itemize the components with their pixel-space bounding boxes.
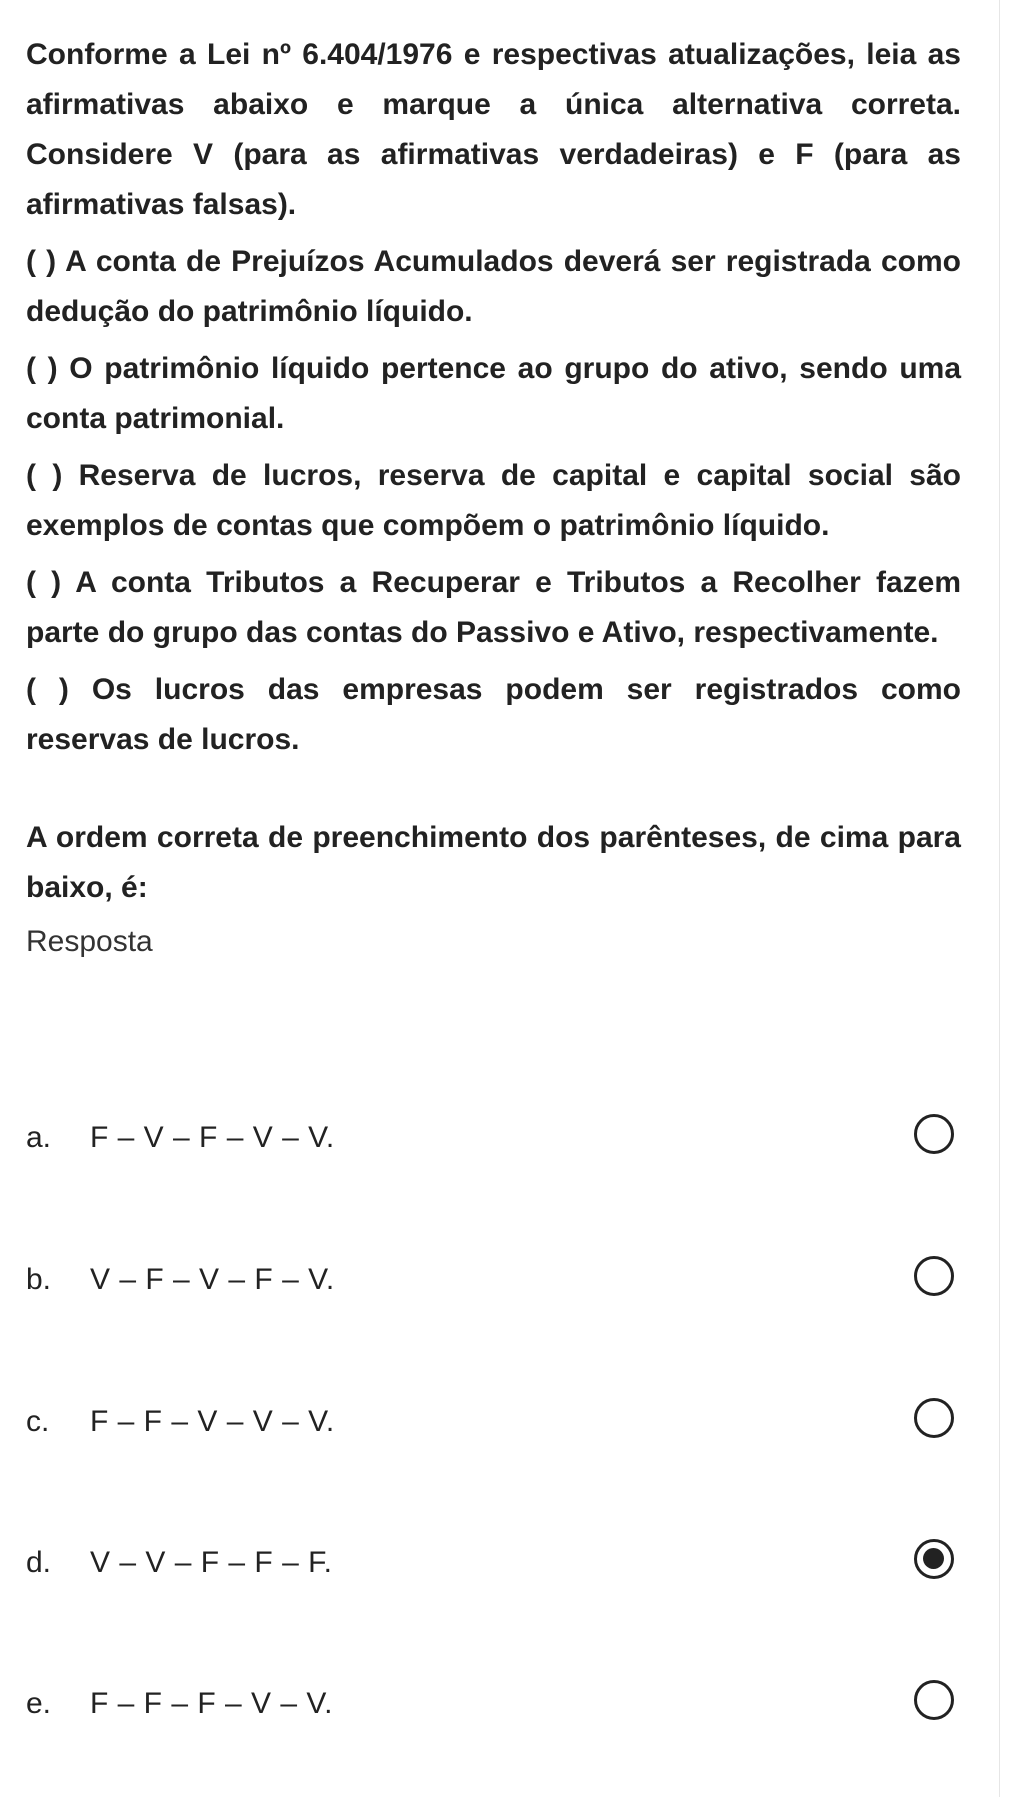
option-text: F – V – F – V – V. — [90, 1121, 335, 1154]
radio-button[interactable] — [914, 1398, 954, 1438]
option-text: F – F – V – V – V. — [90, 1405, 335, 1438]
radio-button[interactable] — [914, 1680, 954, 1720]
statement-3: ( ) Reserva de lucros, reserva de capital e capital social são exemplos de contas que compõem o patrimônio líquido. — [26, 459, 961, 542]
option-c[interactable] — [26, 1382, 966, 1462]
option-letter: d. — [26, 1546, 52, 1579]
radio-button[interactable] — [914, 1114, 954, 1154]
radio-button[interactable] — [914, 1256, 954, 1296]
statement-1: ( ) A conta de Prejuízos Acumulados deverá ser registrada como dedução do patrimônio líquido. — [26, 245, 961, 328]
option-letter: e. — [26, 1687, 52, 1720]
option-letter: c. — [26, 1405, 50, 1438]
option-text: V – F – V – F – V. — [90, 1263, 335, 1296]
question-intro: Conforme a Lei nº 6.404/1976 e respectivas atualizações, leia as afirmativas abaixo e marque a única alternativa correta. Considere V (para as afirmativas verdadeiras) e F (para as afirmativas falsas). — [26, 38, 961, 221]
question-body — [26, 30, 961, 964]
question-prompt: A ordem correta de preenchimento dos parênteses, de cima para baixo, é: — [26, 821, 961, 904]
option-e[interactable] — [26, 1664, 966, 1744]
radio-button[interactable] — [914, 1539, 954, 1579]
statement-5: ( ) Os lucros das empresas podem ser registrados como reservas de lucros. — [26, 673, 961, 756]
page-edge-divider — [999, 0, 1000, 1797]
option-letter: a. — [26, 1121, 52, 1154]
statement-4: ( ) A conta Tributos a Recuperar e Tributos a Recolher fazem parte do grupo das contas do Passivo e Ativo, respectivamente. — [26, 566, 961, 649]
option-letter: b. — [26, 1263, 52, 1296]
option-a[interactable] — [26, 1098, 966, 1178]
option-text: F – F – F – V – V. — [90, 1687, 333, 1720]
statement-2: ( ) O patrimônio líquido pertence ao grupo do ativo, sendo uma conta patrimonial. — [26, 352, 961, 435]
answer-label: Resposta — [26, 925, 153, 958]
option-b[interactable] — [26, 1240, 966, 1320]
option-d[interactable] — [26, 1523, 966, 1603]
option-text: V – V – F – F – F. — [90, 1546, 333, 1579]
